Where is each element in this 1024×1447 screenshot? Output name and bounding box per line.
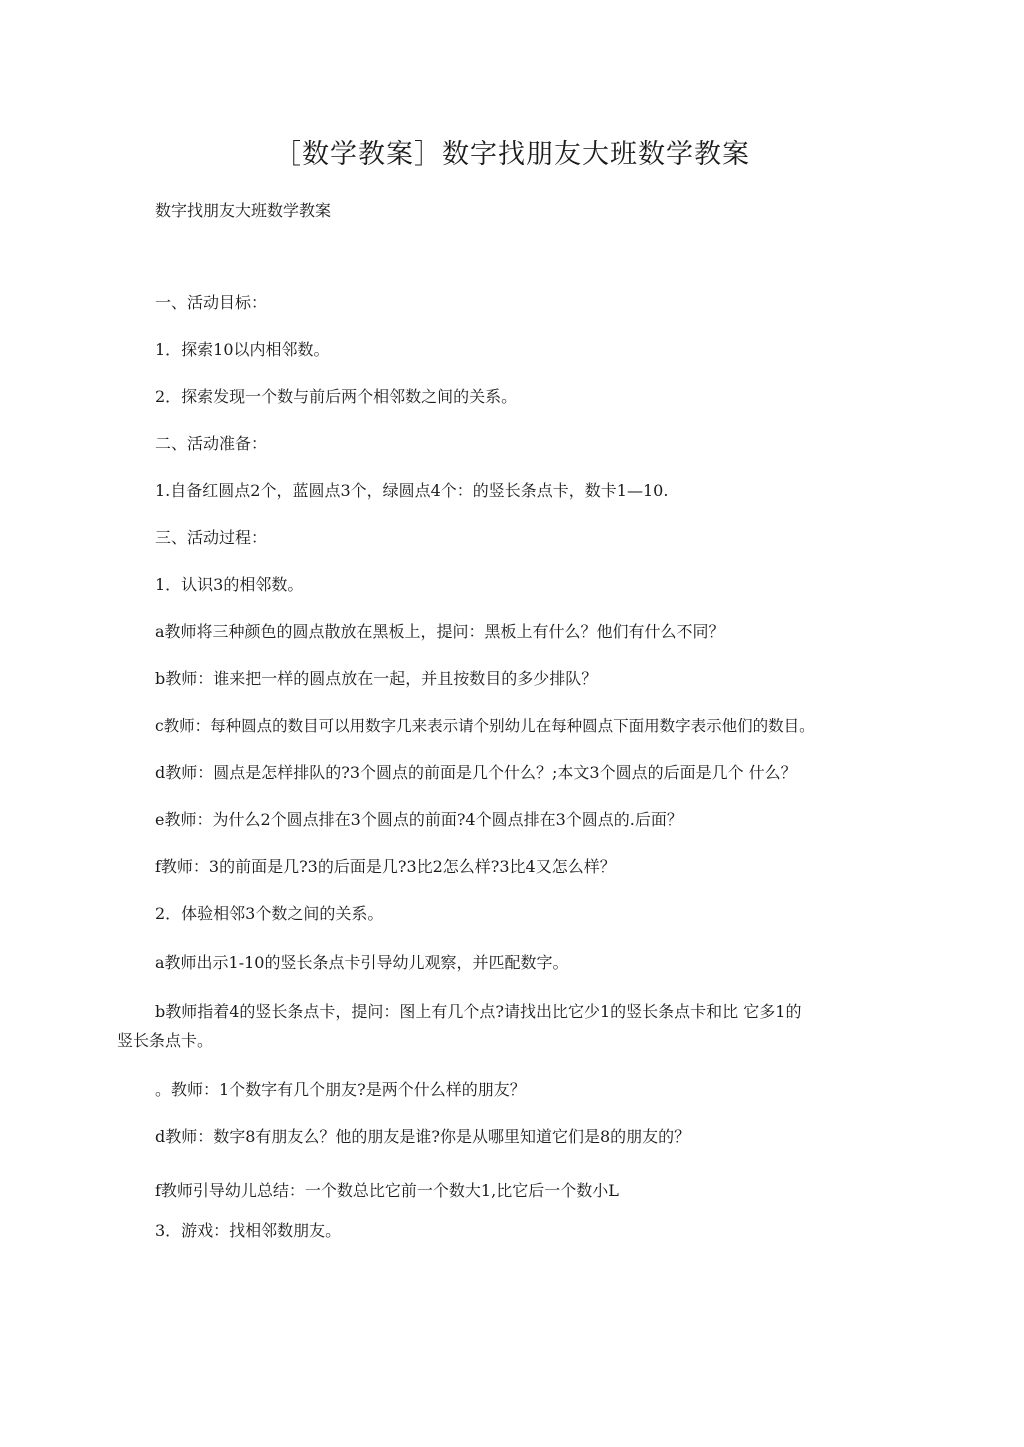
body-line: f教师引导幼儿总结：一个数总比它前一个数大1,比它后一个数小L	[155, 1181, 619, 1200]
body-line: b教师指着4的竖长条点卡，提问：图上有几个点?请找出比它少1的竖长条点卡和比 它多1的	[155, 1002, 802, 1021]
body-line: 。教师：1个数字有几个朋友?是两个什么样的朋友？	[155, 1080, 526, 1099]
page-title: ［数学教案］数字找朋友大班数学教案	[274, 139, 750, 170]
body-line: d教师：圆点是怎样排队的?3个圆点的前面是几个什么？;本文3个圆点的后面是几个 什么？	[155, 763, 797, 782]
body-line: 2．体验相邻3个数之间的关系。	[155, 904, 384, 923]
body-line: b教师：谁来把一样的圆点放在一起，并且按数目的多少排队？	[155, 669, 598, 688]
section-heading: 三、活动过程：	[155, 528, 268, 547]
subtitle: 数字找朋友大班数学教案	[155, 201, 332, 220]
body-line: a教师出示1-10的竖长条点卡引导幼儿观察，并匹配数字。	[155, 953, 569, 972]
section-heading: 二、活动准备：	[155, 434, 268, 453]
section-heading: 一、活动目标：	[155, 293, 268, 312]
body-line: 2．探索发现一个数与前后两个相邻数之间的关系。	[155, 387, 518, 406]
body-line: 1.自备红圆点2个，蓝圆点3个，绿圆点4个：的竖长条点卡，数卡1—10.	[155, 481, 669, 500]
body-line: e教师：为什么2个圆点排在3个圆点的前面?4个圆点排在3个圆点的.后面？	[155, 810, 683, 829]
body-line: 1．探索10以内相邻数。	[155, 340, 330, 359]
body-line: 竖长条点卡。	[117, 1031, 214, 1050]
body-line: f教师：3的前面是几?3的后面是几?3比2怎么样?3比4又怎么样？	[155, 857, 616, 876]
body-line: a教师将三种颜色的圆点散放在黑板上，提问：黑板上有什么？他们有什么不同？	[155, 622, 725, 641]
body-line: d教师：数字8有朋友么？他的朋友是谁?你是从哪里知道它们是8的朋友的？	[155, 1127, 691, 1146]
body-line: 3．游戏：找相邻数朋友。	[155, 1221, 342, 1240]
body-line: 1．认识3的相邻数。	[155, 575, 304, 594]
body-line: c教师：每种圆点的数目可以用数字几来表示请个别幼儿在每种圆点下面用数字表示他们的数目。	[155, 717, 815, 735]
